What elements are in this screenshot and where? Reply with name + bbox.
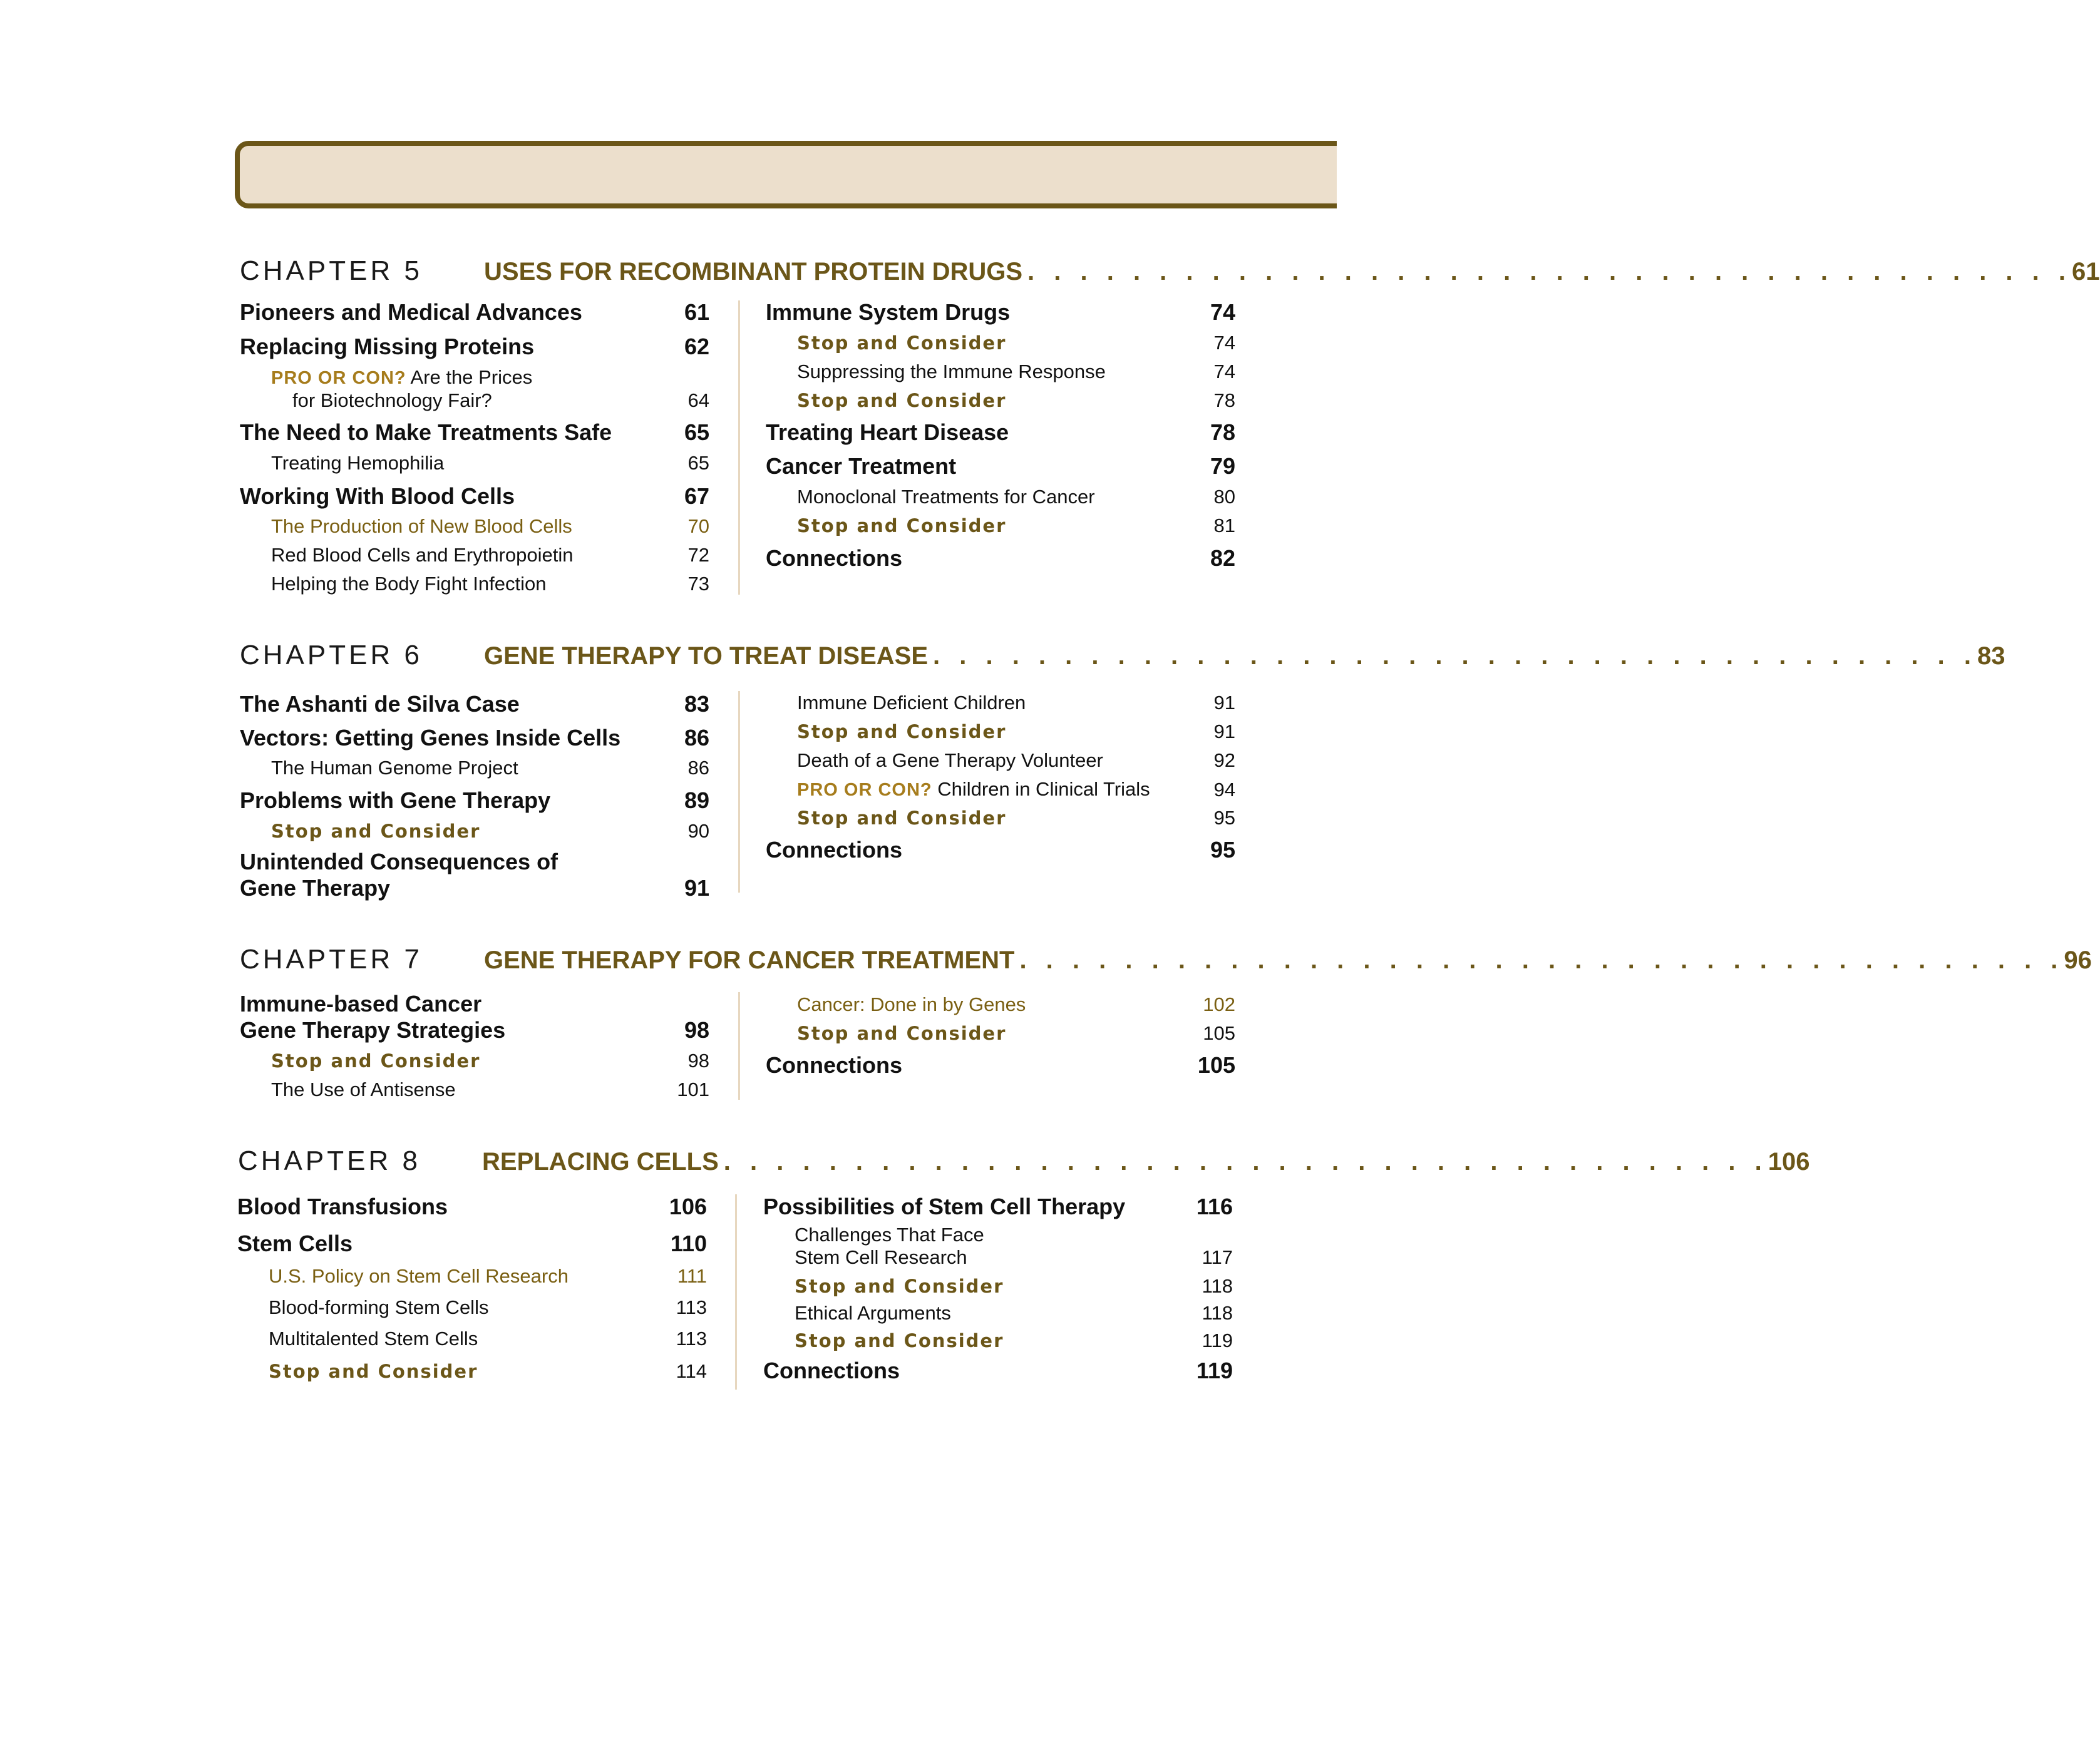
toc-entry[interactable]: Working With Blood Cells 67	[240, 483, 709, 509]
chapter-heading	[240, 255, 2100, 290]
toc-entry-pro-con[interactable]: PRO OR CON? Children in Clinical Trials 94	[797, 778, 1235, 801]
chapter-title[interactable]: USES FOR RECOMBINANT PROTEIN DRUGS	[484, 258, 1023, 285]
column-divider	[738, 300, 740, 595]
toc-entry[interactable]: Ethical Arguments 118	[795, 1302, 1233, 1324]
stop-and-consider-entry[interactable]: Stop and Consider 91	[797, 720, 1235, 742]
stop-and-consider-entry[interactable]: Stop and Consider 78	[797, 389, 1235, 411]
toc-entry[interactable]: Suppressing the Immune Response 74	[797, 361, 1235, 382]
toc-entry[interactable]: Helping the Body Fight Infection 73	[271, 573, 709, 595]
toc-entry[interactable]: Multitalented Stem Cells 113	[269, 1328, 707, 1350]
toc-entry-highlight[interactable]: The Production of New Blood Cells 70	[271, 515, 709, 537]
column-divider	[738, 992, 740, 1100]
toc-entry-highlight[interactable]: U.S. Policy on Stem Cell Research 111	[269, 1265, 707, 1287]
toc-entry[interactable]: Vectors: Getting Genes Inside Cells 86	[240, 725, 709, 751]
toc-entry[interactable]: Stem Cells 110	[237, 1231, 707, 1256]
toc-entry[interactable]: The Use of Antisense 101	[271, 1079, 709, 1100]
dot-leader: . . . . . . . . . . . . . . . . . . . . . . . . . . . . . . . . . . . . . . . .	[1027, 258, 2072, 285]
toc-entry[interactable]: Pioneers and Medical Advances 61	[240, 299, 709, 325]
toc-entry[interactable]: Death of a Gene Therapy Volunteer 92	[797, 749, 1235, 771]
toc-entry[interactable]: Red Blood Cells and Erythropoietin 72	[271, 544, 709, 566]
chapter-title[interactable]: GENE THERAPY FOR CANCER TREATMENT	[484, 946, 1015, 974]
stop-and-consider-entry[interactable]: Stop and Consider 114	[269, 1360, 707, 1382]
toc-entry[interactable]: The Ashanti de Silva Case 83	[240, 691, 709, 717]
toc-entry[interactable]: Blood-forming Stem Cells 113	[269, 1296, 707, 1318]
dot-leader: . . . . . . . . . . . . . . . . . . . . . . . . . . . . . . . . . . . . . . . .	[933, 642, 1977, 670]
pro-or-con-tag: PRO OR CON?	[271, 368, 406, 388]
chapter-heading	[240, 944, 2092, 979]
stop-and-consider-entry[interactable]: Stop and Consider 105	[797, 1022, 1235, 1044]
chapter-page: 106	[1768, 1148, 1810, 1176]
toc-entry[interactable]: Replacing Missing Proteins 62	[240, 334, 709, 359]
toc-entry[interactable]: Connections 105	[766, 1052, 1235, 1078]
toc-entry[interactable]: Monoclonal Treatments for Cancer 80	[797, 486, 1235, 508]
toc-entry-highlight[interactable]: Cancer: Done in by Genes 102	[797, 993, 1235, 1015]
pro-or-con-tag: PRO OR CON?	[797, 780, 932, 800]
toc-entry[interactable]: Problems with Gene Therapy 89	[240, 787, 709, 813]
chapter-page: 96	[2064, 946, 2092, 974]
dot-leader: . . . . . . . . . . . . . . . . . . . . . . . . . . . . . . . . . . . . . . . .	[1019, 946, 2064, 974]
toc-entry[interactable]: Unintended Consequences of Gene Therapy 91	[240, 849, 709, 901]
header-banner	[235, 141, 1337, 208]
chapter-page: 83	[1977, 642, 2005, 670]
chapter-title[interactable]: REPLACING CELLS	[482, 1148, 719, 1176]
stop-and-consider-entry[interactable]: Stop and Consider 95	[797, 807, 1235, 829]
stop-and-consider-entry[interactable]: Stop and Consider 81	[797, 515, 1235, 536]
column-divider	[735, 1194, 737, 1390]
chapter-label: CHAPTER 7	[240, 944, 423, 975]
chapter-page: 61	[2072, 258, 2100, 285]
stop-and-consider-entry[interactable]: Stop and Consider 118	[795, 1275, 1233, 1297]
toc-entry[interactable]: Treating Hemophilia 65	[271, 452, 709, 474]
column-divider	[738, 691, 740, 893]
toc-entry-pro-con[interactable]: PRO OR CON? Are the Prices for Biotechnology Fair? 64	[271, 366, 709, 411]
chapter-title[interactable]: GENE THERAPY TO TREAT DISEASE	[484, 642, 929, 670]
toc-entry[interactable]: Possibilities of Stem Cell Therapy 116	[763, 1194, 1233, 1219]
stop-and-consider-entry[interactable]: Stop and Consider 90	[271, 820, 709, 842]
stop-and-consider-entry[interactable]: Stop and Consider 119	[795, 1330, 1233, 1351]
toc-entry[interactable]: Immune-based Cancer Gene Therapy Strategies 98	[240, 991, 709, 1043]
toc-entry[interactable]: Connections 82	[766, 545, 1235, 571]
stop-and-consider-entry[interactable]: Stop and Consider 98	[271, 1050, 709, 1072]
stop-and-consider-entry[interactable]: Stop and Consider 74	[797, 332, 1235, 354]
toc-entry[interactable]: Immune Deficient Children 91	[797, 692, 1235, 714]
dot-leader: . . . . . . . . . . . . . . . . . . . . . . . . . . . . . . . . . . . . . . . .	[723, 1148, 1768, 1176]
toc-entry[interactable]: Connections 95	[766, 837, 1235, 863]
toc-entry[interactable]: Connections 119	[763, 1358, 1233, 1383]
toc-entry[interactable]: Immune System Drugs 74	[766, 299, 1235, 325]
toc-entry[interactable]: Blood Transfusions 106	[237, 1194, 707, 1219]
chapter-heading	[238, 1145, 1810, 1181]
toc-entry[interactable]: The Human Genome Project 86	[271, 757, 709, 779]
toc-entry[interactable]: Treating Heart Disease 78	[766, 419, 1235, 445]
chapter-label: CHAPTER 6	[240, 640, 423, 670]
toc-entry[interactable]: The Need to Make Treatments Safe 65	[240, 419, 709, 445]
chapter-heading	[240, 640, 2005, 675]
toc-entry[interactable]: Challenges That Face Stem Cell Research 117	[795, 1224, 1233, 1268]
toc-entry[interactable]: Cancer Treatment 79	[766, 453, 1235, 479]
chapter-label: CHAPTER 8	[238, 1145, 421, 1176]
chapter-label: CHAPTER 5	[240, 255, 423, 286]
